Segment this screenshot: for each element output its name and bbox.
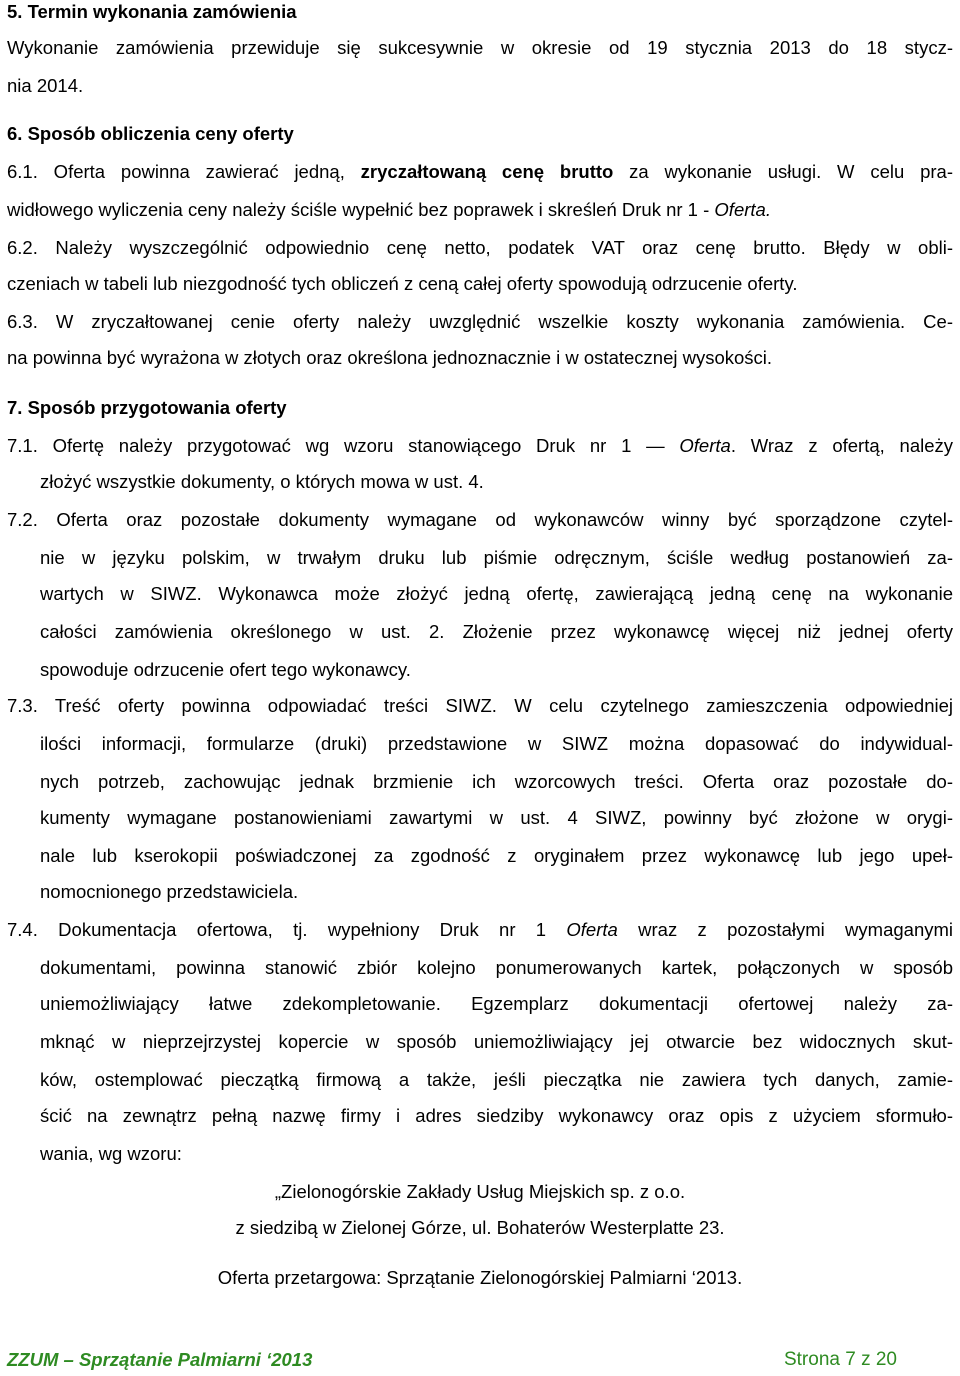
paragraph-7-2-line-5: spowoduje odrzucenie ofert tego wykonawcy. bbox=[40, 659, 411, 680]
paragraph-7-4-line-1 bbox=[7, 918, 953, 942]
italic-form-name: Oferta bbox=[566, 919, 618, 940]
paragraph-7-2-line-4: całości zamówienia określonego w ust. 2. Złożenie przez wykonawcę więcej niż jednej oferty bbox=[40, 621, 953, 642]
section-5-heading: 5. Termin wykonania zamówienia bbox=[7, 1, 297, 22]
paragraph-7-3-line-6: nomocnionego przedstawiciela. bbox=[40, 881, 299, 902]
text-span: za wykonanie usługi. W celu pra- bbox=[613, 161, 953, 182]
paragraph-6-3-line-2: na powinna być wyrażona w złotych oraz określona jednoznacznie i w ostatecznej wysokości. bbox=[7, 347, 773, 368]
paragraph-7-2-line-3: wartych w SIWZ. Wykonawca może złożyć jedną ofertę, zawierającą jedną cenę na wykonanie bbox=[40, 583, 953, 604]
text-span: widłowego wyliczenia ceny należy ściśle wypełnić bez poprawek i skreśleń Druk nr 1 - bbox=[7, 199, 715, 220]
paragraph-6-1-line-1 bbox=[7, 160, 953, 184]
section-6-heading: 6. Sposób obliczenia ceny oferty bbox=[7, 123, 294, 144]
paragraph-7-3-line-3: nych potrzeb, zachowując jednak brzmienie ich wzorcowych treści. Oferta oraz pozostałe do- bbox=[40, 771, 953, 792]
italic-form-name: Oferta bbox=[679, 435, 731, 456]
paragraph-7-4-line-2: dokumentami, powinna stanowić zbiór kolejno ponumerowanych kartek, połączonych w sposób bbox=[40, 957, 953, 978]
paragraph-7-1-line-1 bbox=[7, 434, 953, 458]
paragraph-6-2-line-2: czeniach w tabeli lub niezgodność tych obliczeń z ceną całej oferty spowodują odrzucenie oferty. bbox=[7, 273, 798, 294]
footer-document-title: ZZUM – Sprzątanie Palmiarni ‘2013 bbox=[7, 1349, 313, 1370]
text-span: . Wraz z ofertą, należy bbox=[730, 435, 954, 456]
text-span: wraz z pozostałymi wymaganymi bbox=[617, 919, 953, 940]
paragraph-7-3-line-2: ilości informacji, formularze (druki) przedstawione w SIWZ można dopasować do indywidual- bbox=[40, 733, 953, 754]
paragraph-7-4-line-3: uniemożliwiający łatwe zdekompletowanie. Egzemplarz dokumentacji ofertowej należy za- bbox=[40, 993, 953, 1014]
paragraph-7-1-line-2: złożyć wszystkie dokumenty, o których mowa w ust. 4. bbox=[40, 471, 484, 492]
paragraph-7-4-line-4: mknąć w nieprzejrzystej kopercie w sposób uniemożliwiający jej otwarcie bez widocznych skut- bbox=[40, 1031, 953, 1052]
paragraph-6-2-line-1: 6.2. Należy wyszczególnić odpowiednio cenę netto, podatek VAT oraz cenę brutto. Błędy w obli- bbox=[7, 237, 953, 258]
paragraph-6-3-line-1: 6.3. W zryczałtowanej cenie oferty należy uwzględnić wszelkie koszty wykonania zamówienia. Ce- bbox=[7, 311, 953, 332]
paragraph-5-line-1: Wykonanie zamówienia przewiduje się sukcesywnie w okresie od 19 stycznia 2013 do 18 stycz- bbox=[7, 37, 953, 58]
paragraph-6-1-line-2 bbox=[7, 198, 771, 222]
paragraph-7-3-line-5: nale lub kserokopii poświadczonej za zgodność z oryginałem przez wykonawcę lub jego upeł- bbox=[40, 845, 953, 866]
bold-phrase: zryczałtowaną cenę brutto bbox=[360, 161, 614, 182]
footer-page-number: Strona 7 z 20 bbox=[783, 1349, 897, 1370]
section-7-heading: 7. Sposób przygotowania oferty bbox=[7, 397, 287, 418]
paragraph-7-4-line-7: wania, wg wzoru: bbox=[40, 1143, 182, 1164]
envelope-company-name: „Zielonogórskie Zakłady Usług Miejskich sp. z o.o. bbox=[274, 1181, 686, 1202]
paragraph-7-3-line-4: kumenty wymagane postanowieniami zawartymi w ust. 4 SIWZ, powinny być złożone w orygi- bbox=[40, 807, 953, 828]
text-span: 7.1. Ofertę należy przygotować wg wzoru stanowiącego Druk nr 1 — bbox=[7, 435, 680, 456]
paragraph-7-4-line-6: ścić na zewnątrz pełną nazwę firmy i adres siedziby wykonawcy oraz opis z użyciem sformuło- bbox=[40, 1105, 953, 1126]
envelope-address: z siedzibą w Zielonej Górze, ul. Bohaterów Westerplatte 23. bbox=[235, 1217, 725, 1238]
italic-form-name: Oferta. bbox=[714, 199, 771, 220]
paragraph-7-3-line-1: 7.3. Treść oferty powinna odpowiadać treści SIWZ. W celu czytelnego zamieszczenia odpowiedniej bbox=[7, 695, 953, 716]
envelope-offer-title: Oferta przetargowa: Sprzątanie Zielonogórskiej Palmiarni ‘2013. bbox=[217, 1267, 743, 1288]
paragraph-7-4-line-5: ków, ostemplować pieczątką firmową a także, jeśli pieczątka nie zawiera tych danych, zamie- bbox=[40, 1069, 953, 1090]
paragraph-7-2-line-2: nie w języku polskim, w trwałym druku lub piśmie odręcznym, ściśle według postanowień za- bbox=[40, 547, 953, 568]
paragraph-5-line-2: nia 2014. bbox=[7, 75, 84, 96]
text-span: 6.1. Oferta powinna zawierać jedną, bbox=[7, 161, 361, 182]
paragraph-7-2-line-1: 7.2. Oferta oraz pozostałe dokumenty wymagane od wykonawców winny być sporządzone czytel- bbox=[7, 509, 953, 530]
text-span: 7.4. Dokumentacja ofertowa, tj. wypełniony Druk nr 1 bbox=[7, 919, 567, 940]
